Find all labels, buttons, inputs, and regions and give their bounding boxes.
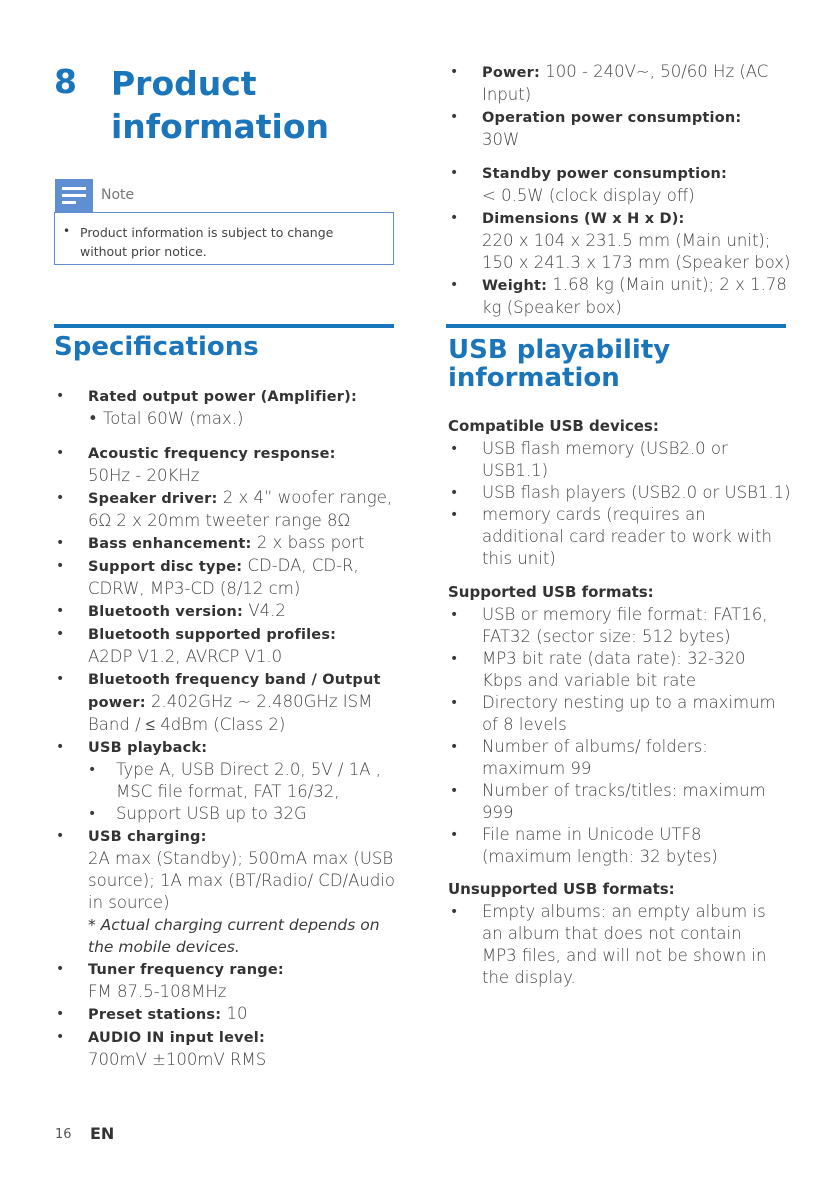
list-item: • Directory nesting up to a maximum of 8 levels [450, 693, 776, 734]
bullet-icon: • [63, 224, 71, 238]
spec-item: • Speaker driver: 2 x 4” woofer range, 6Ω 2 x 20mm tweeter range 8Ω [56, 488, 393, 530]
formats-list [450, 604, 782, 868]
power-item: • Power: 100 - 240V~, 50/60 Hz (AC Input) [450, 62, 769, 104]
list-item: • USB flash memory (USB2.0 or USB1.1) [450, 439, 728, 480]
power-item: • Standby power consumption: < 0.5W (clock display off) [450, 165, 728, 205]
spec-item: • Bluetooth version: V4.2 [56, 601, 286, 620]
charging-note: * Actual charging current depends on the mobile devices. [88, 916, 380, 956]
compatible-heading: Compatible USB devices: [448, 417, 659, 435]
unsupported-heading: Unsupported USB formats: [448, 880, 675, 898]
spec-item: • Bluetooth frequency band / Output power: 2.402GHz ~ 2.480GHz ISM Band / ≤ 4dBm (Class 2) [56, 671, 381, 734]
power-item: • Operation power consumption: 30W [450, 109, 742, 149]
specifications-list [56, 385, 398, 1071]
note-box [54, 212, 394, 265]
section-rule [446, 324, 786, 328]
note-label: Note [101, 187, 135, 203]
spec-item: • USB charging: 2A max (Standby); 500mA max (USB source); 1A max (BT/Radio/ CD/Audio in source) * Actual charging current depends on the mobile devices. [88, 825, 398, 958]
spec-item: • Acoustic frequency response: 50Hz - 20KHz [56, 445, 336, 485]
specifications-heading: Specifications [54, 332, 259, 362]
spec-item: • AUDIO IN input level: 700mV ±100mV RMS [56, 1029, 267, 1069]
list-item: • Number of albums/ folders: maximum 99 [450, 737, 708, 778]
power-item: • Dimensions (W x H x D): 220 x 104 x 231.5 mm (Main unit); 150 x 241.3 x 173 mm (Speaker box) [450, 210, 791, 272]
power-list [450, 61, 792, 319]
chapter-title: Product information [111, 64, 330, 146]
note-text: Product information is subject to change without prior notice. [80, 225, 334, 259]
language-code: EN [90, 1124, 115, 1143]
usb-heading: USB playability information [448, 335, 671, 393]
list-item: • USB or memory file format: FAT16, FAT32 (sector size: 512 bytes) [450, 605, 768, 646]
unsupported-list [450, 901, 772, 989]
chapter-number: 8 [54, 62, 77, 101]
list-item: • Empty albums: an empty album is an album that does not contain MP3 files, and will not be shown in the display. [450, 902, 767, 987]
spec-item: • Rated output power (Amplifier): • Total 60W (max.) [56, 388, 357, 428]
spec-item: • Bluetooth supported profiles: A2DP V1.2, AVRCP V1.0 [56, 626, 337, 666]
spec-item: • Bass enhancement: 2 x bass port [56, 533, 365, 552]
list-item: • USB flash players (USB2.0 or USB1.1) [450, 483, 791, 502]
power-item: • Weight: 1.68 kg (Main unit); 2 x 1.78 kg (Speaker box) [450, 275, 787, 317]
spec-item: • Preset stations: 10 [56, 1004, 248, 1023]
list-item: • memory cards (requires an additional card reader to work with this unit) [450, 505, 772, 568]
note-icon [55, 179, 93, 212]
spec-item: • Tuner frequency range: FM 87.5-108MHz [56, 961, 284, 1001]
list-item: • MP3 bit rate (data rate): 32-320 Kbps and variable bit rate [450, 649, 746, 690]
spec-item: • Support disc type: CD-DA, CD-R, CDRW, MP3-CD (8/12 cm) [56, 556, 359, 598]
list-item: • Number of tracks/titles: maximum 999 [450, 781, 766, 822]
list-item: • File name in Unicode UTF8 (maximum length: 32 bytes) [450, 825, 718, 866]
formats-heading: Supported USB formats: [448, 583, 654, 601]
page-number: 16 [55, 1127, 72, 1142]
compatible-list [450, 438, 792, 570]
spec-item: • USB playback: • Type A, USB Direct 2.0, 5V / 1A , MSC file format, FAT 16/32, • Support USB up to 32G [56, 739, 382, 823]
section-rule [54, 324, 394, 328]
